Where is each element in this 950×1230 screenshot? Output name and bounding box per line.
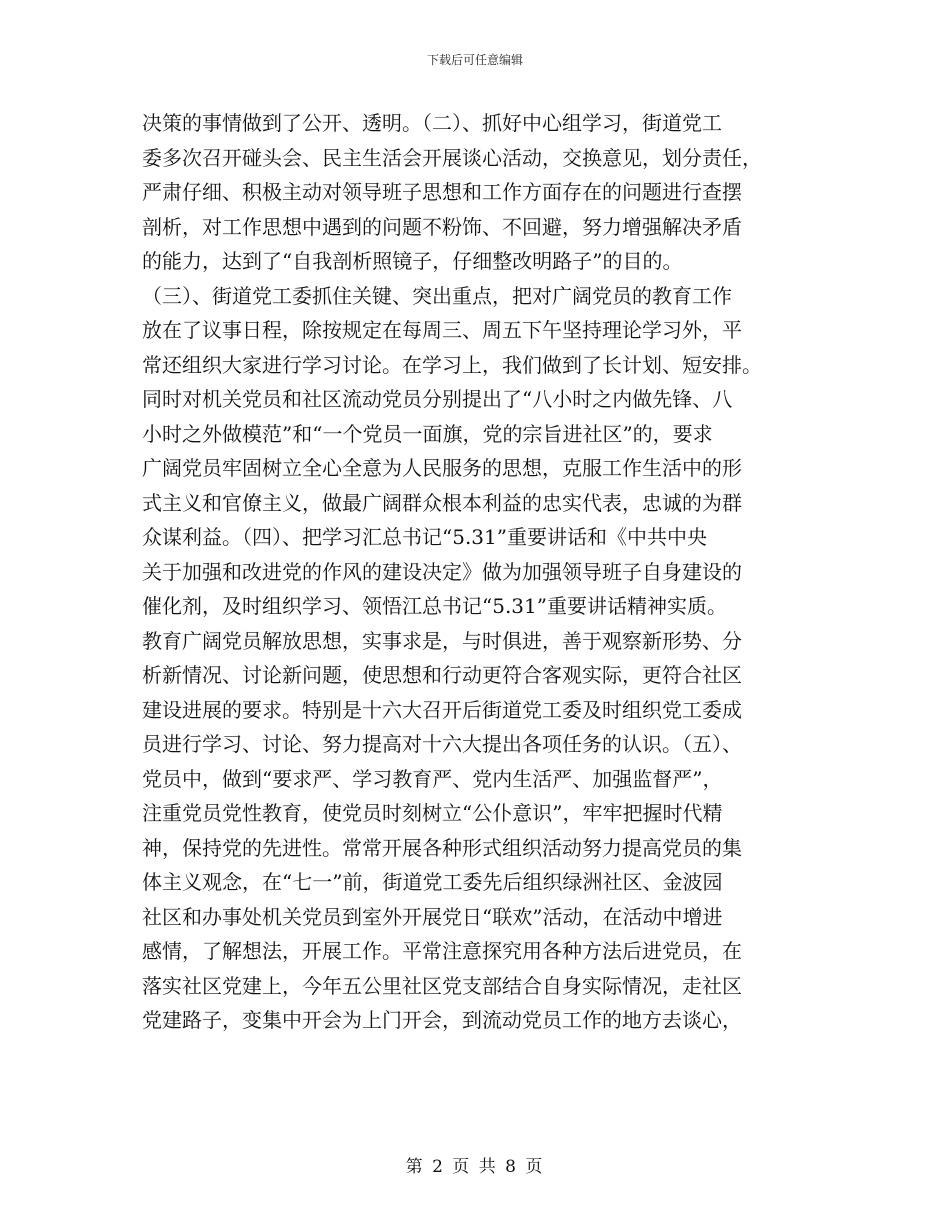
- body-line: 严肃仔细、积极主动对领导班子思想和工作方面存在的问题进行查摆: [142, 180, 742, 204]
- body-line: 委多次召开碰头会、民主生活会开展谈心活动，交换意见，划分责任，: [142, 145, 762, 170]
- body-line: 落实社区党建上，今年五公里社区党支部结合自身实际情况，走社区: [142, 973, 742, 998]
- body-line: 广阔党员牢固树立全心全意为人民服务的思想，克服工作生活中的形: [142, 456, 742, 480]
- body-line: 教育广阔党员解放思想，实事求是，与时俱进，善于观察新形势、分: [142, 628, 742, 653]
- body-line: 注重党员党性教育，使党员时刻树立“公仆意识”，牢牢把握时代精: [142, 801, 723, 825]
- body-line: 常还组织大家进行学习讨论。在学习上，我们做到了长计划、短安排。: [142, 352, 762, 377]
- body-line: 决策的事情做到了公开、透明。（二）、抓好中心组学习，街道党工: [142, 111, 722, 135]
- document-body: [142, 106, 812, 1038]
- body-line: 党员中，做到“要求严、学习教育严、党内生活严、加强监督严”，: [142, 766, 723, 791]
- page-footer: 第 2 页 共 8 页: [405, 1157, 545, 1177]
- body-line: 析新情况、讨论新问题，使思想和行动更符合客观实际，更符合社区: [142, 663, 742, 687]
- body-line: 同时对机关党员和社区流动党员分别提出了“八小时之内做先锋、八: [142, 387, 733, 411]
- body-line: 式主义和官僚主义，做最广阔群众根本利益的忠实代表，忠诚的为群: [142, 490, 742, 515]
- body-line: 感情，了解想法，开展工作。平常注意探究用各种方法后进党员，在: [142, 939, 742, 963]
- body-line: 建设进展的要求。特别是十六大召开后街道党工委及时组织党工委成: [142, 697, 742, 722]
- body-line: 的能力，达到了“自我剖析照镜子，仔细整改明路子”的目的。: [142, 249, 683, 273]
- body-line: 众谋利益。（四）、把学习汇总书记“5.31”重要讲话和《中共中央: [142, 525, 707, 549]
- body-line: 社区和办事处机关党员到室外开展党日“联欢”活动，在活动中增进: [142, 904, 723, 929]
- page-header: 下载后可任意编辑: [426, 53, 523, 67]
- body-line: 党建路子，变集中开会为上门开会，到流动党员工作的地方去谈心，: [142, 1008, 742, 1032]
- body-line: 神，保持党的先进性。常常开展各种形式组织活动努力提高党员的集: [142, 835, 742, 860]
- body-line: 放在了议事日程，除按规定在每周三、周五下午坚持理论学习外，平: [142, 318, 742, 342]
- body-line: （三）、街道党工委抓住关键、突出重点，把对广阔党员的教育工作: [142, 283, 732, 308]
- body-line: 关于加强和改进党的作风的建设决定》做为加强领导班子自身建设的: [142, 559, 742, 584]
- body-line: 小时之外做模范”和“一个党员一面旗，党的宗旨进社区”的，要求: [142, 421, 713, 446]
- body-line: 催化剂，及时组织学习、领悟江总书记“5.31”重要讲话精神实质。: [142, 594, 727, 618]
- body-line: 员进行学习、讨论、努力提高对十六大提出各项任务的认识。（五）、: [142, 732, 742, 756]
- body-line: 体主义观念，在“七一”前，街道党工委先后组织绿洲社区、金波园: [142, 870, 723, 894]
- body-line: 剖析，对工作思想中遇到的问题不粉饰、不回避，努力增强解决矛盾: [142, 214, 742, 239]
